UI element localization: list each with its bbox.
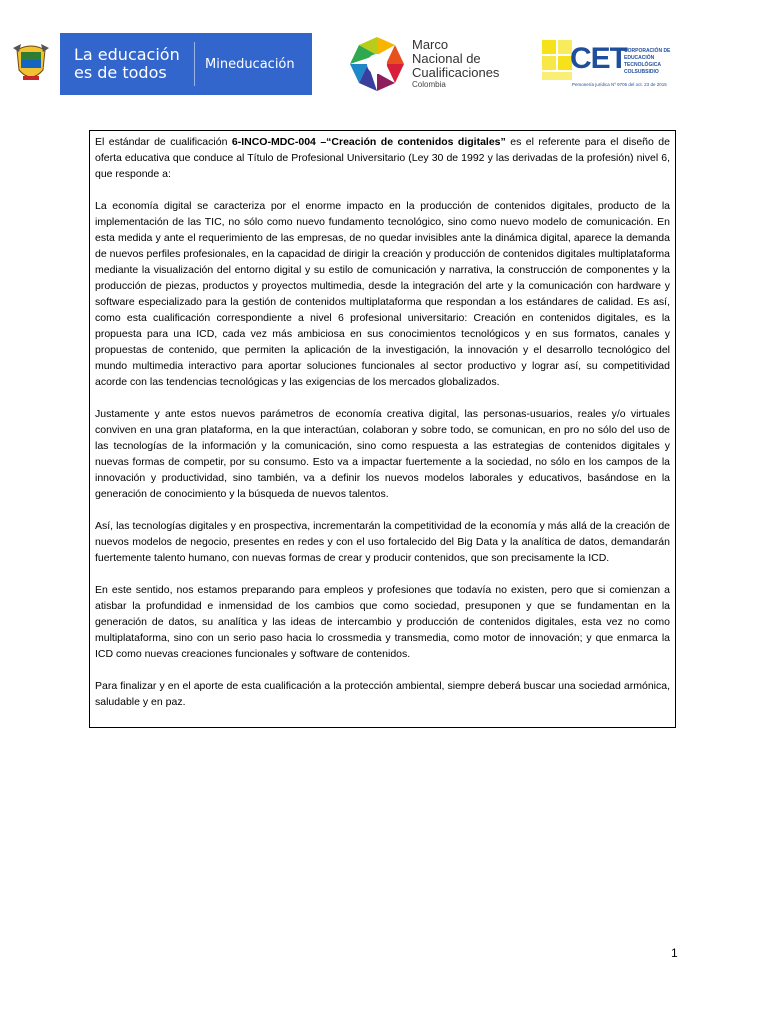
mnc-line-1: Marco	[412, 37, 449, 52]
content-box	[89, 130, 676, 728]
cet-name: CET	[570, 42, 627, 75]
intro-pre: El estándar de cualificación	[95, 136, 232, 148]
cet-description: CORPORACIÓN DE EDUCACIÓN TECNOLÓGICA COLSUBSIDIO	[624, 48, 671, 75]
cet-logo-icon	[540, 38, 574, 82]
cet-resolution: Personería jurídica Nº 9705 del oct. 23 de 2015	[572, 82, 667, 87]
coat-of-arms-icon	[2, 33, 60, 95]
paragraph: En este sentido, nos estamos preparando para empleos y profesiones que todavía no existen, pero que si comienzan a atisbar la profundidad e inmensidad de los cambios que como sociedad, presuponen y que se fundamentan en la generación de datos, su analítica y las ideas de intercambio y producción de contenidos digitales, esta vez no como multiplataforma, sino con un serio paso hacia lo crossmedia y transmedia, como motor de innovación; y que enmarca la ICD como nuevas creaciones funcionales y software de contenidos.	[95, 584, 670, 660]
mnc-logo	[348, 33, 508, 95]
intro-paragraph	[95, 134, 670, 182]
page-number: 1	[671, 946, 678, 960]
mnc-line-2: Nacional de	[412, 51, 481, 66]
intro-code: 6-INCO-MDC-004 –“Creación de contenidos digitales”	[231, 136, 506, 148]
mnc-logo-icon	[348, 35, 406, 93]
intro-post: es el referente para el diseño de oferta educativa que conduce al Título de Profesional Universitario (Ley 30 de 1992 y las derivadas de la profesión) nivel 6, que responde a:	[95, 136, 670, 180]
gov-slogan: La educación es de todos	[74, 45, 180, 82]
paragraph: Justamente y ante estos nuevos parámetros de economía creativa digital, las personas-usuarios, reales y/o virtuales conviven en una gran plataforma, en la que interactúan, colaboran y sobre todo, se comunican, en pro no sólo del uso de las tecnologías de la información y la comunicación, sino como respuesta a las estrategias de contenidos digitales y nuevas formas de competir, por su consumo. Esto va a impactar fuertemente a la sociedad, no sólo en los campos de la innovación y productividad, sino también, va a definir los nuevos modelos laborales y educativos, basándose en la generación de conocimiento y la búsqueda de nuevos talentos.	[95, 408, 670, 500]
gov-ministry-name: Mineducación	[205, 56, 295, 72]
paragraph: La economía digital se caracteriza por el enorme impacto en la producción de contenidos digitales, producto de la implementación de las TIC, no sólo como nuevo fundamento tecnológico, sino como nuevo modelo de comunicación. En esta medida y ante el requerimiento de las empresas, de no quedar invisibles ante la dinámica digital, aparece la demanda de nuevos perfiles profesionales, en la capacidad de dirigir la creación y producción de contenidos digitales multiplataforma mediante la visualización del entorno digital y su estilo de comunicación y narrativa, la construcción de componentes y la producción de piezas, productos y proyectos multimedia, desde la integración del arte y la comunicación con hardware y software especializado para la gestión de contenidos multiplataforma que respondan a los estándares de calidad. Es así, como esta cualificación correspondiente a nivel 6 profesional universitario: Creación en contenidos digitales, es la propuesta para una ICD, cada vez más ambiciosa en sus conocimientos tecnológicos y en sus formatos, canales y propuestas de contenido, que permiten la aplicación de la investigación, la innovación y el desarrollo tecnológico del mundo multimedia interactivo para aportar soluciones funcionales al sector productivo y lograr así, su competitividad acorde con las tendencias tecnológicas y las exigencias de los mercados globalizados.	[95, 200, 670, 388]
paragraph: Para finalizar y en el aporte de esta cualificación a la protección ambiental, siempre deberá buscar una sociedad armónica, saludable y en paz.	[95, 680, 670, 708]
mnc-country: Colombia	[412, 80, 446, 89]
cet-logo	[540, 36, 690, 94]
gov-banner	[2, 33, 312, 95]
gov-separator	[194, 42, 195, 86]
paragraph: Así, las tecnologías digitales y en prospectiva, incrementarán la competitividad de la economía y más allá de la creación de nuevos modelos de negocio, presentes en redes y con el uso fortalecido del Big Data y la analítica de datos, demandarán fuertemente talento humano, con nuevas formas de crear y producir contenidos, que son precisamente la ICD.	[95, 520, 670, 564]
mnc-line-3: Cualificaciones	[412, 65, 500, 80]
